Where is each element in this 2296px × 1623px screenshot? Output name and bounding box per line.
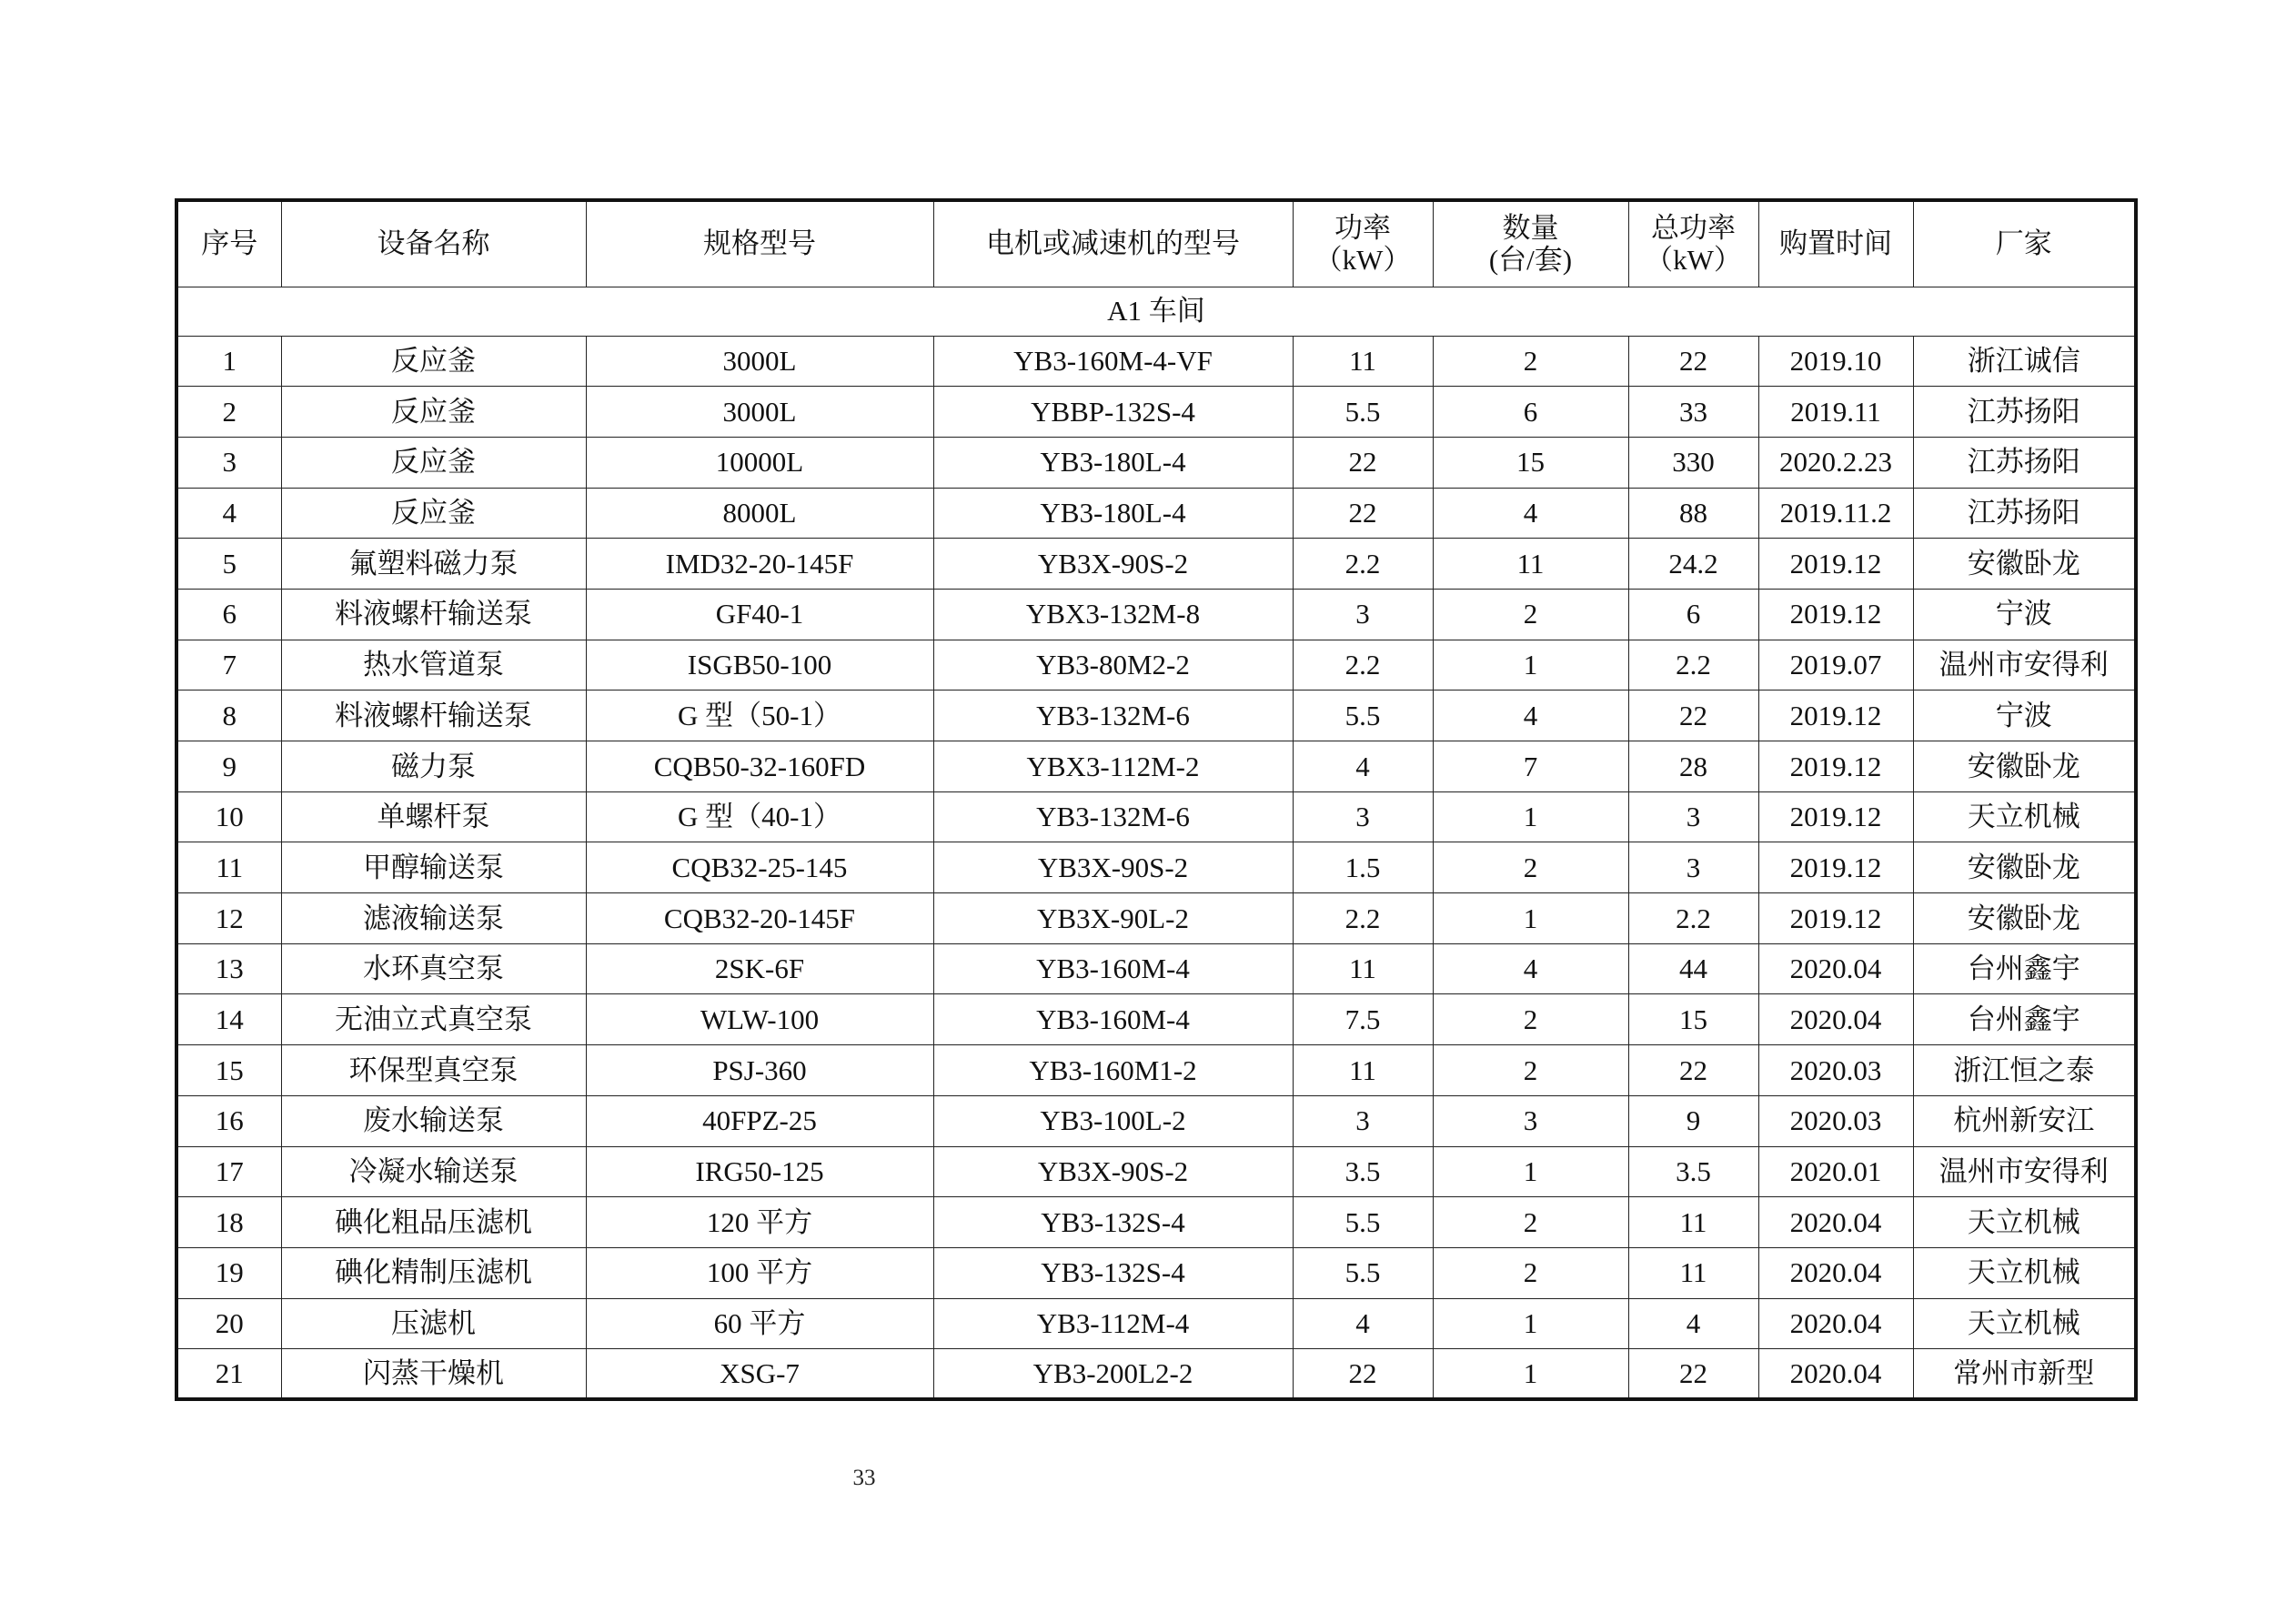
power-cell: 2.2	[1293, 893, 1433, 944]
total-power-cell: 22	[1628, 1349, 1758, 1400]
row-number-cell: 13	[176, 943, 281, 994]
power-cell: 22	[1293, 488, 1433, 539]
total-power-cell: 33	[1628, 387, 1758, 438]
motor-model-cell: YB3-80M2-2	[933, 640, 1293, 691]
column-header-text: 功率	[1334, 211, 1391, 244]
table-row	[176, 488, 2136, 539]
quantity-cell: 4	[1433, 691, 1628, 741]
quantity-cell: 7	[1433, 741, 1628, 792]
purchase-date-cell: 2019.12	[1758, 691, 1913, 741]
row-number-cell: 1	[176, 336, 281, 387]
total-power-cell: 6	[1628, 589, 1758, 640]
table-row	[176, 437, 2136, 488]
power-cell: 5.5	[1293, 1247, 1433, 1298]
manufacturer-cell: 江苏扬阳	[1913, 488, 2136, 539]
equipment-name-cell: 闪蒸干燥机	[281, 1349, 586, 1400]
purchase-date-cell: 2020.03	[1758, 1045, 1913, 1096]
power-cell: 1.5	[1293, 842, 1433, 893]
spec-model-cell: G 型（50-1）	[586, 691, 933, 741]
column-header-text: 序号	[201, 227, 258, 260]
spec-model-cell: 40FPZ-25	[586, 1095, 933, 1146]
section-row	[176, 287, 2136, 336]
quantity-cell: 2	[1433, 1197, 1628, 1248]
column-header-text: 规格型号	[703, 227, 816, 260]
equipment-name-cell: 热水管道泵	[281, 640, 586, 691]
row-number-cell: 21	[176, 1349, 281, 1400]
quantity-cell: 2	[1433, 336, 1628, 387]
row-number-cell: 6	[176, 589, 281, 640]
purchase-date-cell: 2020.2.23	[1758, 437, 1913, 488]
spec-model-cell: CQB32-20-145F	[586, 893, 933, 944]
equipment-name-cell: 反应釜	[281, 387, 586, 438]
manufacturer-cell: 温州市安得利	[1913, 640, 2136, 691]
manufacturer-cell: 杭州新安江	[1913, 1095, 2136, 1146]
spec-model-cell: 10000L	[586, 437, 933, 488]
total-power-cell: 330	[1628, 437, 1758, 488]
total-power-cell: 44	[1628, 943, 1758, 994]
row-number-cell: 16	[176, 1095, 281, 1146]
power-cell: 11	[1293, 336, 1433, 387]
spec-model-cell: WLW-100	[586, 994, 933, 1045]
equipment-name-cell: 反应釜	[281, 488, 586, 539]
total-power-cell: 11	[1628, 1247, 1758, 1298]
spec-model-cell: 2SK-6F	[586, 943, 933, 994]
manufacturer-cell: 宁波	[1913, 589, 2136, 640]
purchase-date-cell: 2020.04	[1758, 1349, 1913, 1400]
purchase-date-cell: 2019.11	[1758, 387, 1913, 438]
total-power-cell: 15	[1628, 994, 1758, 1045]
column-header-text: 厂家	[1995, 227, 2052, 260]
row-number-cell: 10	[176, 791, 281, 842]
equipment-name-cell: 水环真空泵	[281, 943, 586, 994]
manufacturer-cell: 天立机械	[1913, 1298, 2136, 1349]
motor-model-cell: YB3-180L-4	[933, 437, 1293, 488]
manufacturer-cell: 安徽卧龙	[1913, 842, 2136, 893]
manufacturer-cell: 台州鑫宇	[1913, 943, 2136, 994]
equipment-name-cell: 环保型真空泵	[281, 1045, 586, 1096]
spec-model-cell: ISGB50-100	[586, 640, 933, 691]
manufacturer-cell: 台州鑫宇	[1913, 994, 2136, 1045]
motor-model-cell: YB3X-90L-2	[933, 893, 1293, 944]
motor-model-cell: YB3-160M1-2	[933, 1045, 1293, 1096]
table-row	[176, 1095, 2136, 1146]
spec-model-cell: IMD32-20-145F	[586, 539, 933, 590]
power-cell: 3	[1293, 791, 1433, 842]
quantity-cell: 3	[1433, 1095, 1628, 1146]
motor-model-cell: YB3X-90S-2	[933, 842, 1293, 893]
quantity-cell: 2	[1433, 842, 1628, 893]
purchase-date-cell: 2020.04	[1758, 994, 1913, 1045]
quantity-cell: 1	[1433, 1298, 1628, 1349]
column-header-text: 购置时间	[1779, 227, 1892, 260]
motor-model-cell: YB3-132M-6	[933, 791, 1293, 842]
column-header-text: (台/套)	[1488, 244, 1573, 277]
quantity-cell: 11	[1433, 539, 1628, 590]
quantity-cell: 2	[1433, 1045, 1628, 1096]
equipment-name-cell: 反应釜	[281, 437, 586, 488]
total-power-cell: 2.2	[1628, 893, 1758, 944]
motor-model-cell: YB3X-90S-2	[933, 539, 1293, 590]
table-row	[176, 893, 2136, 944]
table-row	[176, 1247, 2136, 1298]
row-number-cell: 11	[176, 842, 281, 893]
power-cell: 11	[1293, 1045, 1433, 1096]
column-header-text: 数量	[1502, 211, 1559, 244]
spec-model-cell: 8000L	[586, 488, 933, 539]
column-header	[586, 200, 933, 287]
motor-model-cell: YB3-160M-4	[933, 943, 1293, 994]
equipment-name-cell: 碘化精制压滤机	[281, 1247, 586, 1298]
table-row	[176, 842, 2136, 893]
spec-model-cell: 60 平方	[586, 1298, 933, 1349]
spec-model-cell: 3000L	[586, 387, 933, 438]
total-power-cell: 28	[1628, 741, 1758, 792]
spec-model-cell: CQB50-32-160FD	[586, 741, 933, 792]
total-power-cell: 9	[1628, 1095, 1758, 1146]
purchase-date-cell: 2019.12	[1758, 893, 1913, 944]
motor-model-cell: YBBP-132S-4	[933, 387, 1293, 438]
motor-model-cell: YB3-180L-4	[933, 488, 1293, 539]
column-header	[1758, 200, 1913, 287]
table-row	[176, 539, 2136, 590]
motor-model-cell: YB3-132S-4	[933, 1247, 1293, 1298]
column-header	[1913, 200, 2136, 287]
purchase-date-cell: 2020.04	[1758, 1247, 1913, 1298]
manufacturer-cell: 天立机械	[1913, 791, 2136, 842]
column-header-text: 电机或减速机的型号	[986, 227, 1240, 260]
power-cell: 11	[1293, 943, 1433, 994]
manufacturer-cell: 浙江恒之泰	[1913, 1045, 2136, 1096]
column-header	[1433, 200, 1628, 287]
purchase-date-cell: 2019.12	[1758, 842, 1913, 893]
purchase-date-cell: 2020.04	[1758, 943, 1913, 994]
quantity-cell: 15	[1433, 437, 1628, 488]
column-header	[1293, 200, 1433, 287]
row-number-cell: 5	[176, 539, 281, 590]
row-number-cell: 8	[176, 691, 281, 741]
row-number-cell: 17	[176, 1146, 281, 1197]
motor-model-cell: YB3-160M-4-VF	[933, 336, 1293, 387]
table-row	[176, 741, 2136, 792]
row-number-cell: 18	[176, 1197, 281, 1248]
equipment-name-cell: 压滤机	[281, 1298, 586, 1349]
section-title: A1 车间	[176, 287, 2136, 336]
total-power-cell: 24.2	[1628, 539, 1758, 590]
power-cell: 22	[1293, 437, 1433, 488]
purchase-date-cell: 2019.11.2	[1758, 488, 1913, 539]
quantity-cell: 1	[1433, 791, 1628, 842]
quantity-cell: 2	[1433, 1247, 1628, 1298]
spec-model-cell: 120 平方	[586, 1197, 933, 1248]
power-cell: 2.2	[1293, 640, 1433, 691]
equipment-name-cell: 滤液输送泵	[281, 893, 586, 944]
manufacturer-cell: 常州市新型	[1913, 1349, 2136, 1400]
quantity-cell: 2	[1433, 994, 1628, 1045]
quantity-cell: 1	[1433, 1349, 1628, 1400]
manufacturer-cell: 安徽卧龙	[1913, 539, 2136, 590]
row-number-cell: 4	[176, 488, 281, 539]
table-body	[176, 287, 2136, 1399]
power-cell: 5.5	[1293, 1197, 1433, 1248]
equipment-name-cell: 碘化粗品压滤机	[281, 1197, 586, 1248]
spec-model-cell: PSJ-360	[586, 1045, 933, 1096]
manufacturer-cell: 宁波	[1913, 691, 2136, 741]
power-cell: 4	[1293, 741, 1433, 792]
column-header	[933, 200, 1293, 287]
quantity-cell: 6	[1433, 387, 1628, 438]
equipment-name-cell: 废水输送泵	[281, 1095, 586, 1146]
total-power-cell: 22	[1628, 691, 1758, 741]
spec-model-cell: G 型（40-1）	[586, 791, 933, 842]
column-header	[176, 200, 281, 287]
motor-model-cell: YB3-132M-6	[933, 691, 1293, 741]
motor-model-cell: YB3-160M-4	[933, 994, 1293, 1045]
table-row	[176, 336, 2136, 387]
purchase-date-cell: 2020.01	[1758, 1146, 1913, 1197]
purchase-date-cell: 2019.12	[1758, 539, 1913, 590]
table-row	[176, 994, 2136, 1045]
row-number-cell: 14	[176, 994, 281, 1045]
manufacturer-cell: 天立机械	[1913, 1197, 2136, 1248]
table-row	[176, 640, 2136, 691]
table-row	[176, 791, 2136, 842]
purchase-date-cell: 2020.03	[1758, 1095, 1913, 1146]
power-cell: 3.5	[1293, 1146, 1433, 1197]
table-row	[176, 387, 2136, 438]
row-number-cell: 3	[176, 437, 281, 488]
column-header-text: （kW）	[1314, 244, 1412, 277]
column-header-text: （kW）	[1645, 244, 1742, 277]
total-power-cell: 22	[1628, 336, 1758, 387]
equipment-name-cell: 氟塑料磁力泵	[281, 539, 586, 590]
equipment-name-cell: 料液螺杆输送泵	[281, 691, 586, 741]
manufacturer-cell: 温州市安得利	[1913, 1146, 2136, 1197]
total-power-cell: 2.2	[1628, 640, 1758, 691]
table-row	[176, 1045, 2136, 1096]
equipment-name-cell: 无油立式真空泵	[281, 994, 586, 1045]
table-row	[176, 1197, 2136, 1248]
power-cell: 3	[1293, 589, 1433, 640]
equipment-name-cell: 磁力泵	[281, 741, 586, 792]
header-row	[176, 200, 2136, 287]
motor-model-cell: YB3X-90S-2	[933, 1146, 1293, 1197]
power-cell: 4	[1293, 1298, 1433, 1349]
power-cell: 5.5	[1293, 691, 1433, 741]
total-power-cell: 3.5	[1628, 1146, 1758, 1197]
power-cell: 5.5	[1293, 387, 1433, 438]
motor-model-cell: YBX3-132M-8	[933, 589, 1293, 640]
manufacturer-cell: 江苏扬阳	[1913, 387, 2136, 438]
row-number-cell: 12	[176, 893, 281, 944]
spec-model-cell: 3000L	[586, 336, 933, 387]
row-number-cell: 19	[176, 1247, 281, 1298]
quantity-cell: 1	[1433, 893, 1628, 944]
row-number-cell: 7	[176, 640, 281, 691]
table-row	[176, 1146, 2136, 1197]
quantity-cell: 2	[1433, 589, 1628, 640]
manufacturer-cell: 天立机械	[1913, 1247, 2136, 1298]
row-number-cell: 15	[176, 1045, 281, 1096]
manufacturer-cell: 安徽卧龙	[1913, 893, 2136, 944]
quantity-cell: 4	[1433, 488, 1628, 539]
purchase-date-cell: 2020.04	[1758, 1298, 1913, 1349]
power-cell: 2.2	[1293, 539, 1433, 590]
quantity-cell: 4	[1433, 943, 1628, 994]
spec-model-cell: CQB32-25-145	[586, 842, 933, 893]
quantity-cell: 1	[1433, 640, 1628, 691]
purchase-date-cell: 2019.10	[1758, 336, 1913, 387]
equipment-name-cell: 甲醇输送泵	[281, 842, 586, 893]
power-cell: 22	[1293, 1349, 1433, 1400]
equipment-name-cell: 冷凝水输送泵	[281, 1146, 586, 1197]
equipment-name-cell: 单螺杆泵	[281, 791, 586, 842]
spec-model-cell: IRG50-125	[586, 1146, 933, 1197]
column-header-text: 设备名称	[377, 227, 490, 260]
total-power-cell: 4	[1628, 1298, 1758, 1349]
table-row	[176, 1298, 2136, 1349]
row-number-cell: 2	[176, 387, 281, 438]
row-number-cell: 9	[176, 741, 281, 792]
column-header	[281, 200, 586, 287]
purchase-date-cell: 2020.04	[1758, 1197, 1913, 1248]
total-power-cell: 3	[1628, 842, 1758, 893]
total-power-cell: 11	[1628, 1197, 1758, 1248]
motor-model-cell: YB3-100L-2	[933, 1095, 1293, 1146]
table-row	[176, 1349, 2136, 1400]
total-power-cell: 3	[1628, 791, 1758, 842]
table-row	[176, 691, 2136, 741]
power-cell: 7.5	[1293, 994, 1433, 1045]
motor-model-cell: YB3-112M-4	[933, 1298, 1293, 1349]
manufacturer-cell: 浙江诚信	[1913, 336, 2136, 387]
motor-model-cell: YBX3-112M-2	[933, 741, 1293, 792]
total-power-cell: 22	[1628, 1045, 1758, 1096]
purchase-date-cell: 2019.12	[1758, 791, 1913, 842]
page-number: 33	[852, 1466, 876, 1490]
manufacturer-cell: 江苏扬阳	[1913, 437, 2136, 488]
quantity-cell: 1	[1433, 1146, 1628, 1197]
spec-model-cell: XSG-7	[586, 1349, 933, 1400]
equipment-name-cell: 料液螺杆输送泵	[281, 589, 586, 640]
manufacturer-cell: 安徽卧龙	[1913, 741, 2136, 792]
column-header-text: 总功率	[1651, 211, 1736, 244]
motor-model-cell: YB3-200L2-2	[933, 1349, 1293, 1400]
total-power-cell: 88	[1628, 488, 1758, 539]
purchase-date-cell: 2019.12	[1758, 741, 1913, 792]
table-header	[176, 200, 2136, 287]
spec-model-cell: 100 平方	[586, 1247, 933, 1298]
purchase-date-cell: 2019.07	[1758, 640, 1913, 691]
row-number-cell: 20	[176, 1298, 281, 1349]
table-row	[176, 943, 2136, 994]
power-cell: 3	[1293, 1095, 1433, 1146]
equipment-table	[175, 198, 2138, 1401]
table-row	[176, 589, 2136, 640]
column-header	[1628, 200, 1758, 287]
equipment-name-cell: 反应釜	[281, 336, 586, 387]
spec-model-cell: GF40-1	[586, 589, 933, 640]
motor-model-cell: YB3-132S-4	[933, 1197, 1293, 1248]
purchase-date-cell: 2019.12	[1758, 589, 1913, 640]
